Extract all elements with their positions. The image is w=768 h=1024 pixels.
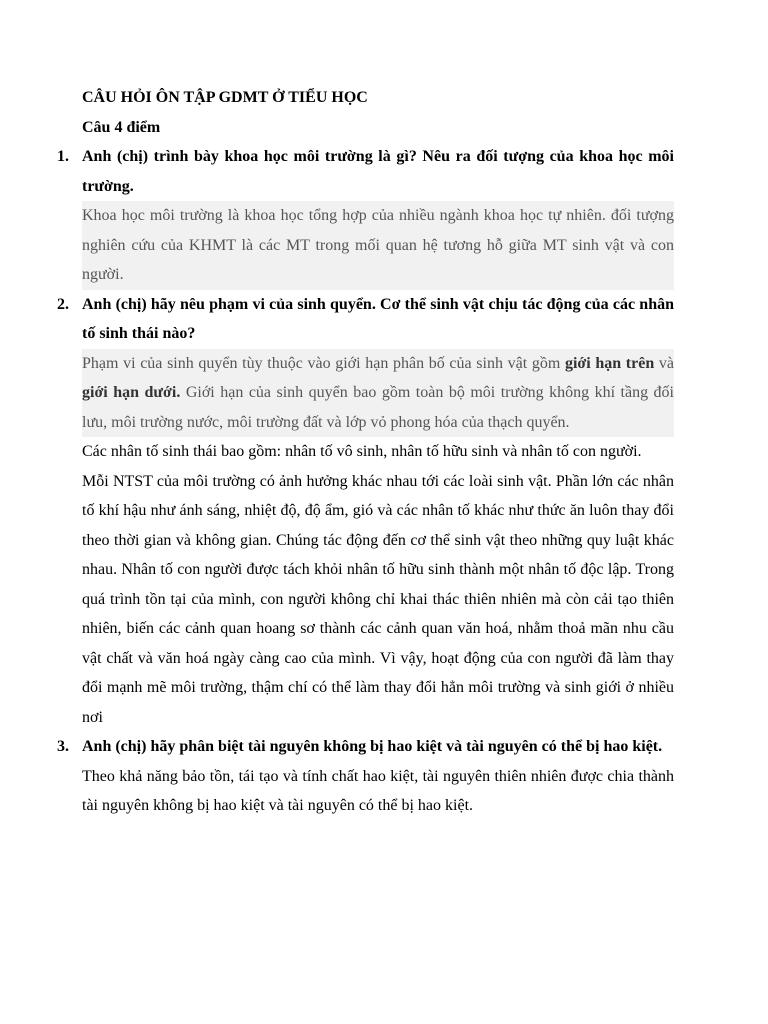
question-2-text: Anh (chị) hãy nêu phạm vi của sinh quyển. Cơ thể sinh vật chịu tác động của các nhân tố sinh thái nào? [82,295,674,342]
question-1-text: Anh (chị) trình bày khoa học môi trường là gì? Nêu ra đối tượng của khoa học môi trường. [82,148,674,195]
question-1-number: 1. [57,148,69,165]
answer-2-explanation: Mỗi NTST của môi trường có ảnh hưởng khác nhau tới các loài sinh vật. Phần lớn các nhân tố khí hậu như ánh sáng, nhiệt độ, độ ẩm, gió và các nhân tố khác như thức ăn luôn thay đổi theo thời gian và không gian. Chúng tác động đến cơ thể sinh vật theo những quy luật khác nhau. Nhân tố con người được tách khỏi nhân tố hữu sinh thành một nhân tố độc lập. Trong quá trình tồn tại của mình, con người không chỉ khai thác thiên nhiên mà còn cải tạo thiên nhiên, biến các cảnh quan hoang sơ thành các cảnh quan văn hoá, nhằm thoả mãn nhu cầu vật chất và văn hoá ngày càng cao của mình. Vì vậy, hoạt động của con người đã làm thay đổi mạnh mẽ môi trường, thậm chí có thể làm thay đổi hẳn môi trường và sinh giới ở nhiều nơi [82,472,674,726]
answer-2-factors: Các nhân tố sinh thái bao gồm: nhân tố vô sinh, nhân tố hữu sinh và nhân tố con người. [82,443,642,460]
question-1 [57,142,674,201]
question-3-text: Anh (chị) hãy phân biệt tài nguyên không bị hao kiệt và tài nguyên có thể bị hao kiệt. [82,738,663,755]
answer-2-text-1: Phạm vi của sinh quyển tùy thuộc vào giới hạn phân bố của sinh vật gồm [82,354,565,372]
section-subtitle: Câu 4 điểm [82,118,161,136]
question-3-number: 3. [57,738,69,755]
document-body [57,83,675,821]
answer-2-text-2: và [654,354,674,372]
answer-3: Theo khả năng bảo tồn, tái tạo và tính chất hao kiệt, tài nguyên thiên nhiên được chia thành tài nguyên không bị hao kiệt và tài nguyên có thể bị hao kiệt. [82,767,674,814]
question-2 [57,290,674,349]
answer-2-bold-lower-limit: giới hạn dưới. [82,384,181,401]
document-title: CÂU HỎI ÔN TẬP GDMT Ở TIỂU HỌC [82,89,368,106]
question-2-number: 2. [57,295,69,313]
answer-2-bold-upper-limit: giới hạn trên [564,354,655,372]
answer-2-text-3: Giới hạn của sinh quyển bao gồm toàn bộ môi trường không khí tầng đối lưu, môi trường nước, môi trường đất và lớp vỏ phong hóa của thạch quyển. [82,384,675,431]
answer-1: Khoa học môi trường là khoa học tổng hợp của nhiều ngành khoa học tự nhiên. đối tượng nghiên cứu của KHMT là các MT trong mối quan hệ tương hỗ giữa MT sinh vật và con người. [82,201,674,290]
question-3 [57,732,674,762]
answer-2-scope [82,349,674,438]
